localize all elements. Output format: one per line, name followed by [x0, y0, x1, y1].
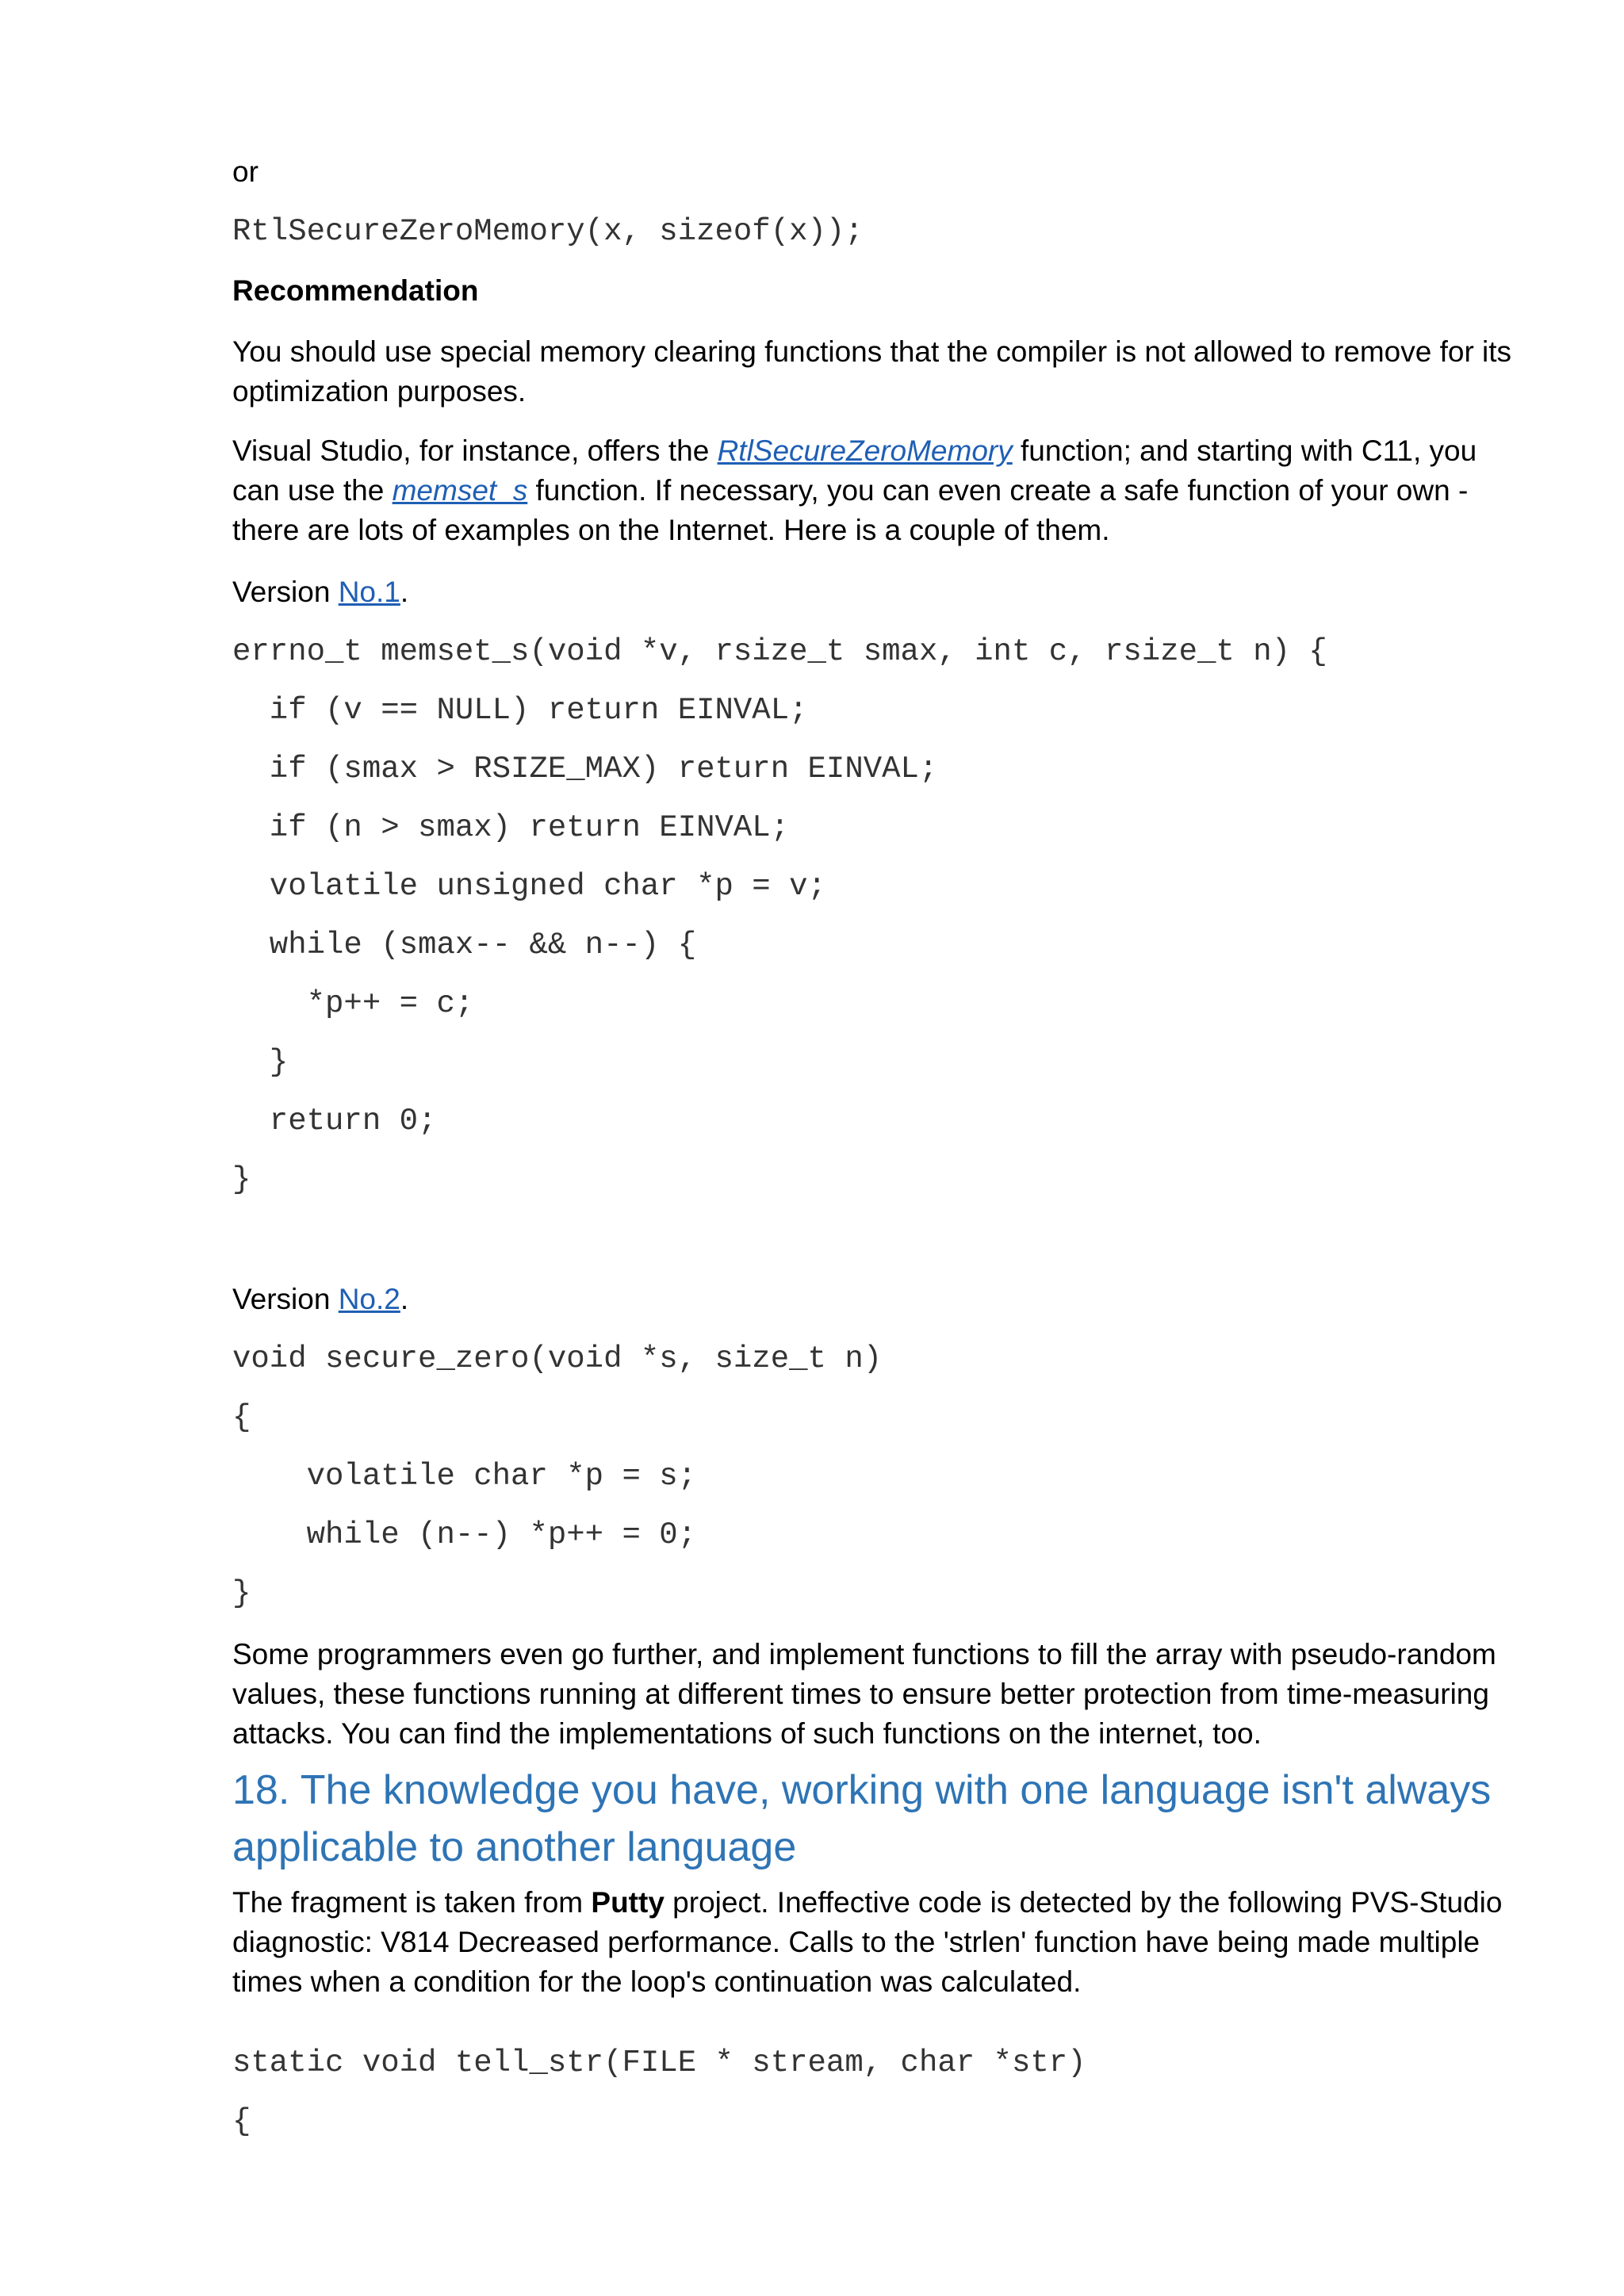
code-line: { — [232, 2104, 251, 2139]
putty-project-name: Putty — [591, 1886, 665, 1919]
code-line: while (smax-- && n--) { — [232, 928, 697, 962]
functions-text-3: function. If necessary, you can even create a safe function of your own - there are lots of examples on the Internet. Here is a couple of them. — [232, 474, 1469, 546]
recommendation-heading: Recommendation — [232, 274, 479, 307]
code-block-secure-zero — [232, 1339, 882, 1613]
code-block-memset-s — [232, 632, 1327, 1200]
version-1-prefix: Version — [232, 576, 339, 608]
functions-paragraph — [232, 431, 1517, 550]
version-2-suffix: . — [400, 1283, 409, 1315]
code-rtl-call: RtlSecureZeroMemory(x, sizeof(x)); — [232, 214, 864, 249]
memset-s-link[interactable]: memset_s — [392, 474, 528, 507]
code-line: return 0; — [232, 1104, 437, 1138]
code-line: { — [232, 1400, 251, 1435]
code-line: } — [232, 1162, 251, 1197]
code-line: void secure_zero(void *s, size_t n) — [232, 1341, 883, 1376]
code-line: } — [232, 1576, 251, 1611]
code-line: static void tell_str(FILE * stream, char *str) — [232, 2045, 1086, 2080]
pseudo-random-paragraph: Some programmers even go further, and implement functions to fill the array with pseudo-random values, these functions running at different times to ensure better protection from time-measuring attacks. You can find the implementations of such functions on the internet, too. — [232, 1638, 1496, 1750]
putty-paragraph — [232, 1883, 1517, 2002]
code-line: while (n--) *p++ = 0; — [232, 1517, 697, 1552]
code-line: if (smax > RSIZE_MAX) return EINVAL; — [232, 752, 938, 786]
or-text: or — [232, 155, 259, 188]
section-heading: 18. The knowledge you have, working with one language isn't always applicable to another language — [232, 1767, 1492, 1870]
version-1-suffix: . — [400, 576, 409, 608]
version-2-line — [232, 1280, 408, 1319]
code-line: volatile unsigned char *p = v; — [232, 869, 826, 904]
putty-text-1: The fragment is taken from — [232, 1886, 592, 1919]
code-line: errno_t memset_s(void *v, rsize_t smax, int c, rsize_t n) { — [232, 634, 1327, 669]
recommendation-paragraph: You should use special memory clearing functions that the compiler is not allowed to remove for its optimization purposes. — [232, 335, 1512, 408]
code-line: *p++ = c; — [232, 986, 474, 1021]
functions-text-1: Visual Studio, for instance, offers the — [232, 434, 718, 467]
code-line: if (n > smax) return EINVAL; — [232, 810, 790, 845]
code-block-tell-str — [232, 2043, 1086, 2141]
code-line: } — [232, 1045, 289, 1080]
code-line: if (v == NULL) return EINVAL; — [232, 693, 808, 728]
version-1-line — [232, 572, 408, 612]
version-2-prefix: Version — [232, 1283, 339, 1315]
version-1-link[interactable]: No.1 — [338, 576, 400, 608]
version-2-link[interactable]: No.2 — [338, 1283, 400, 1315]
putty-text-2: project. Ineffective code is detected by the following PVS-Studio diagnostic: V814 Decreased performance. Calls to the 'strlen' function have being made multiple times when a condition for the loop's continuation was calculated. — [232, 1886, 1503, 1998]
code-line: volatile char *p = s; — [232, 1459, 697, 1494]
functions-text-2: function; and starting with C11, you can use the — [232, 434, 1477, 507]
rtlsecurezeromemory-link[interactable]: RtlSecureZeroMemory — [717, 434, 1013, 467]
